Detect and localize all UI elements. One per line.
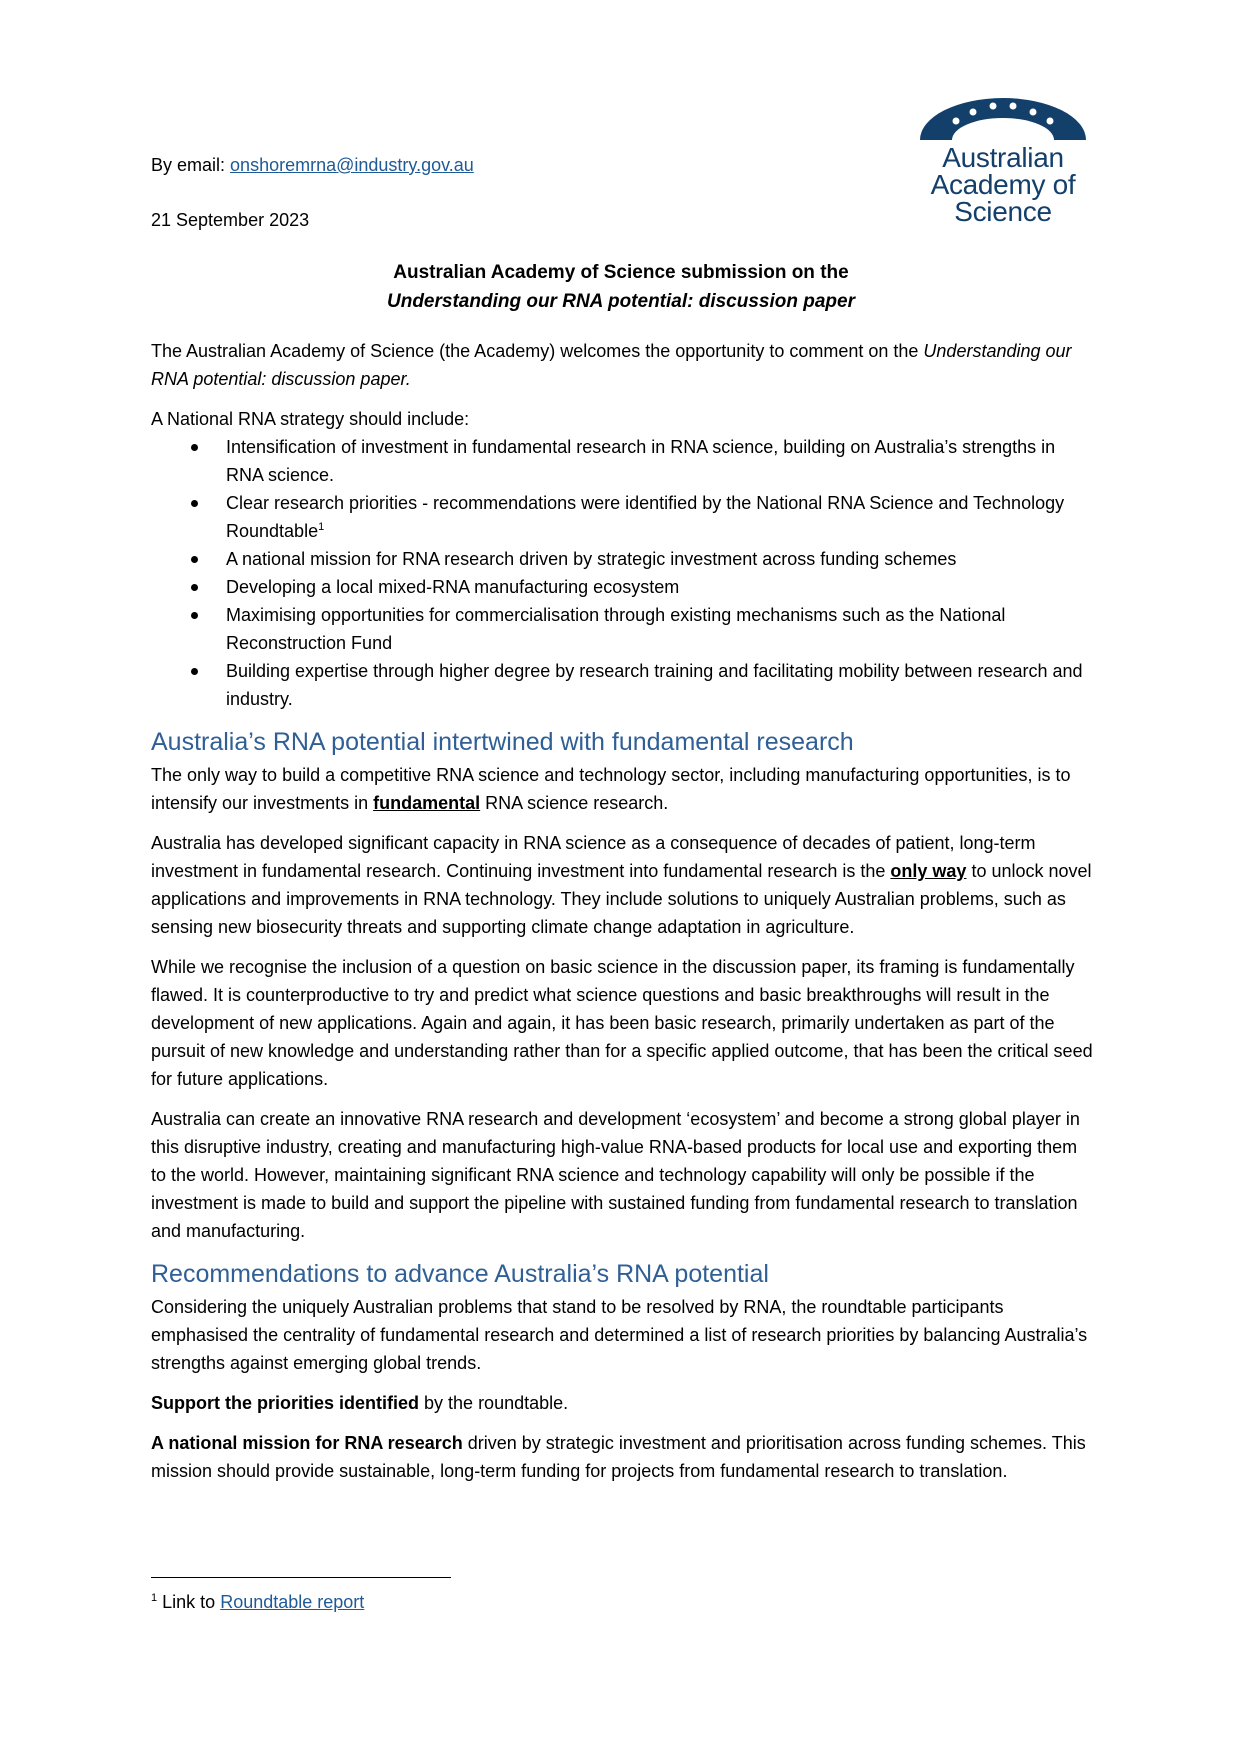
footnote-number: 1: [151, 1592, 158, 1604]
paragraph: While we recognise the inclusion of a question on basic science in the discussion paper, its framing is fundamentally flawed. It is counterproductive to try and predict what science questions and basic breakthroughs will result in the development of new applications. Again and again, it has been basic research, primarily undertaken as part of the pursuit of new knowledge and understanding rather than for a specific applied outcome, that has been the critical seed for future applications.: [151, 957, 1093, 1089]
list-item: [151, 545, 1096, 573]
submission-title: [151, 258, 1091, 316]
paragraph: [151, 1389, 1096, 1417]
intro-italic: Understanding our RNA potential: discussion paper.: [151, 341, 1072, 389]
main-content: [151, 337, 1096, 1497]
paragraph: Australia can create an innovative RNA research and development ‘ecosystem’ and become a strong global player in this disruptive industry, creating and manufacturing high-value RNA-based products for local use and exporting them to the world. However, maintaining significant RNA science and technology capability will only be possible if the investment is made to build and support the pipeline with sustained funding from fundamental research to translation and manufacturing.: [151, 1109, 1080, 1241]
logo-arch-icon: [918, 94, 1088, 140]
footnote-ref[interactable]: 1: [318, 521, 325, 533]
list-item: [151, 489, 1096, 545]
list-item: [151, 433, 1096, 489]
logo-line-2: Academy of: [930, 169, 1076, 200]
email-link[interactable]: onshoremrna@industry.gov.au: [230, 155, 474, 175]
bold-text: Support the priorities identified: [151, 1393, 420, 1413]
paragraph-text: to unlock novel applications and improvements in RNA technology. They include solutions to uniquely Australian problems, such as sensing new biosecurity threats and supporting climate change adaptation in agriculture.: [151, 861, 1092, 937]
paragraph: [151, 1429, 1096, 1485]
strategy-list: [151, 433, 1096, 713]
list-item-text: A national mission for RNA research driven by strategic investment across funding schemes: [226, 549, 957, 569]
academy-logo: [918, 94, 1088, 225]
footnote: [151, 1588, 364, 1616]
paragraph: [151, 829, 1096, 941]
title-line-1: Australian Academy of Science submission on the: [393, 262, 849, 283]
paragraph-text: Australia has developed significant capacity in RNA science as a consequence of decades of patient, long-term investment in fundamental research. Continuing investment into fundamental research is the: [151, 833, 1036, 881]
intro-text: The Australian Academy of Science (the Academy) welcomes the opportunity to comment on the: [151, 341, 919, 361]
title-line-2: Understanding our RNA potential: discussion paper: [387, 291, 855, 312]
list-item-text: Maximising opportunities for commercialisation through existing mechanisms such as the National Reconstruction Fund: [226, 605, 1006, 653]
letter-date: 21 September 2023: [151, 210, 310, 230]
list-item-text: Clear research priorities - recommendations were identified by the National RNA Science and Technology Roundtable: [226, 493, 1065, 541]
email-line: [151, 151, 474, 179]
paragraph-text: driven by strategic investment and prioritisation across funding schemes. This mission should provide sustainable, long-term funding for projects from fundamental research to translation.: [151, 1433, 1086, 1481]
list-item: [151, 601, 1096, 657]
list-item: [151, 657, 1096, 713]
logo-line-3: Science: [954, 196, 1052, 227]
footnote-divider: [151, 1577, 451, 1578]
list-item-text: Building expertise through higher degree by research training and facilitating mobility between research and industry.: [226, 661, 1083, 709]
bold-text: A national mission for RNA research: [151, 1433, 463, 1453]
section-heading-recommendations: Recommendations to advance Australia’s RNA potential: [151, 1260, 769, 1288]
paragraph: [151, 761, 1096, 817]
emphasis-text: fundamental: [373, 793, 481, 813]
logo-line-1: Australian: [942, 142, 1064, 173]
roundtable-report-link[interactable]: Roundtable report: [220, 1592, 365, 1612]
emphasis-text: only way: [890, 861, 967, 881]
list-item: [151, 573, 1096, 601]
footnote-text: Link to: [162, 1592, 216, 1612]
list-item-text: Developing a local mixed-RNA manufacturing ecosystem: [226, 577, 680, 597]
paragraph-text: RNA science research.: [485, 793, 669, 813]
intro-paragraph: [151, 337, 1096, 393]
paragraph: Considering the uniquely Australian problems that stand to be resolved by RNA, the roundtable participants emphasised the centrality of fundamental research and determined a list of research priorities by balancing Australia’s strengths against emerging global trends.: [151, 1297, 1088, 1373]
paragraph-text: by the roundtable.: [424, 1393, 569, 1413]
paragraph-text: The only way to build a competitive RNA science and technology sector, including manufacturing opportunities, is to intensify our investments in: [151, 765, 1071, 813]
section-heading-fundamental: Australia’s RNA potential intertwined with fundamental research: [151, 728, 854, 756]
email-label: By email:: [151, 155, 226, 175]
list-item-text: Intensification of investment in fundamental research in RNA science, building on Australia’s strengths in RNA science.: [226, 437, 1056, 485]
strategy-lead: A National RNA strategy should include:: [151, 409, 470, 429]
